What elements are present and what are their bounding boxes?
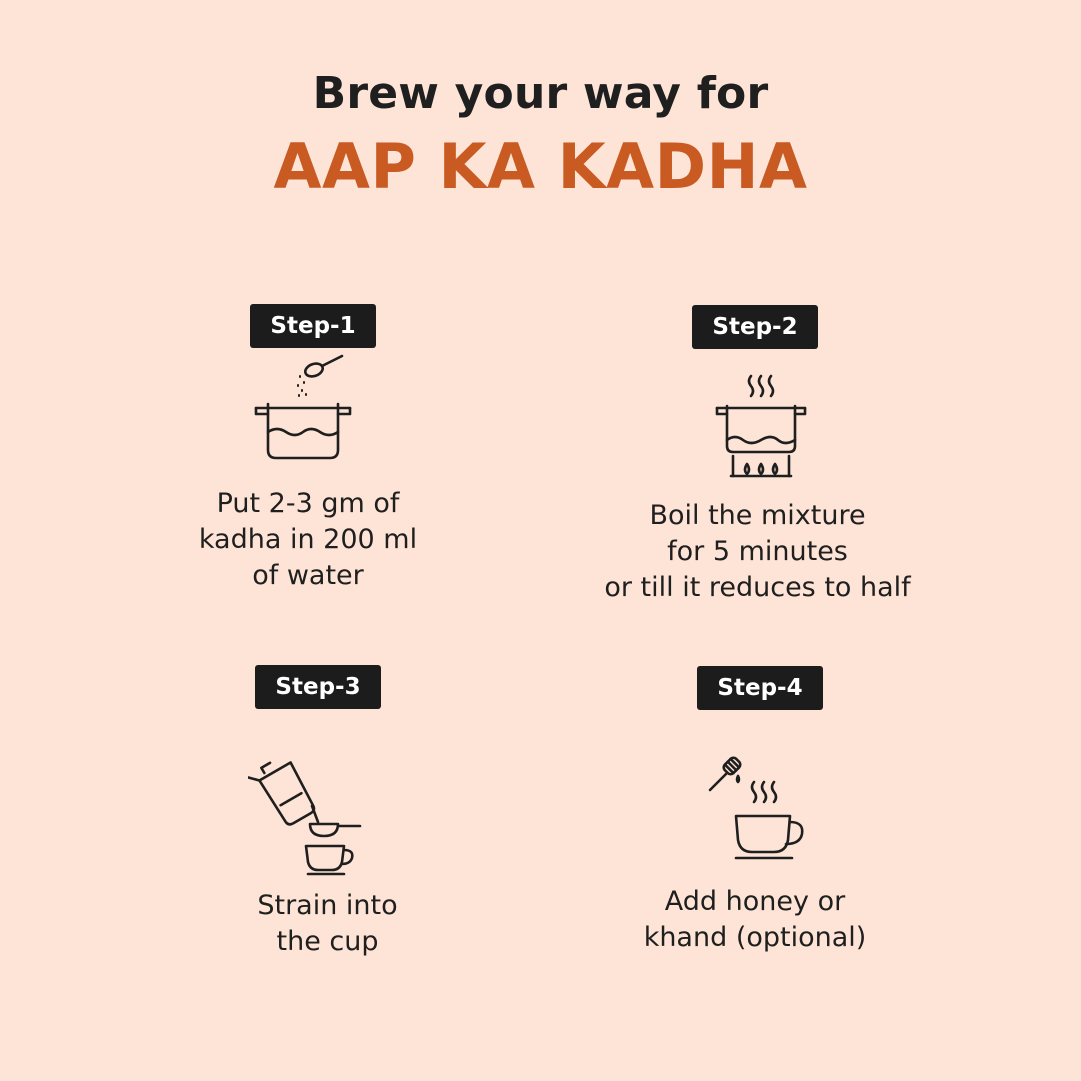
step-1-badge: Step-1 <box>250 304 376 348</box>
step-4-description <box>600 884 910 956</box>
step-1-line: of water <box>252 560 364 591</box>
step-3-line: the cup <box>276 926 379 957</box>
step-3-line: Strain into <box>257 890 398 921</box>
step-2-line: Boil the mixture <box>649 500 866 531</box>
honey-cup-icon <box>704 752 808 864</box>
step-3-description <box>180 888 475 960</box>
step-1-line: kadha in 200 ml <box>198 524 418 555</box>
step-2-line: for 5 minutes <box>667 536 848 567</box>
title-line-2: AAP KA KADHA <box>273 130 808 203</box>
step-2-description <box>560 498 955 606</box>
pot-on-flame-icon <box>711 372 811 482</box>
step-4-line: Add honey or <box>664 886 846 917</box>
title-line-1: Brew your way for <box>312 68 769 119</box>
step-1-description <box>158 486 458 594</box>
step-4-badge: Step-4 <box>697 666 823 710</box>
step-2-badge: Step-2 <box>692 305 818 349</box>
step-3-badge: Step-3 <box>255 665 381 709</box>
pot-with-spoon-icon <box>252 352 356 464</box>
step-2-line: or till it reduces to half <box>604 572 911 603</box>
step-4-line: khand (optional) <box>643 922 867 953</box>
strainer-cup-icon <box>248 754 364 878</box>
step-1-line: Put 2-3 gm of <box>216 488 400 519</box>
